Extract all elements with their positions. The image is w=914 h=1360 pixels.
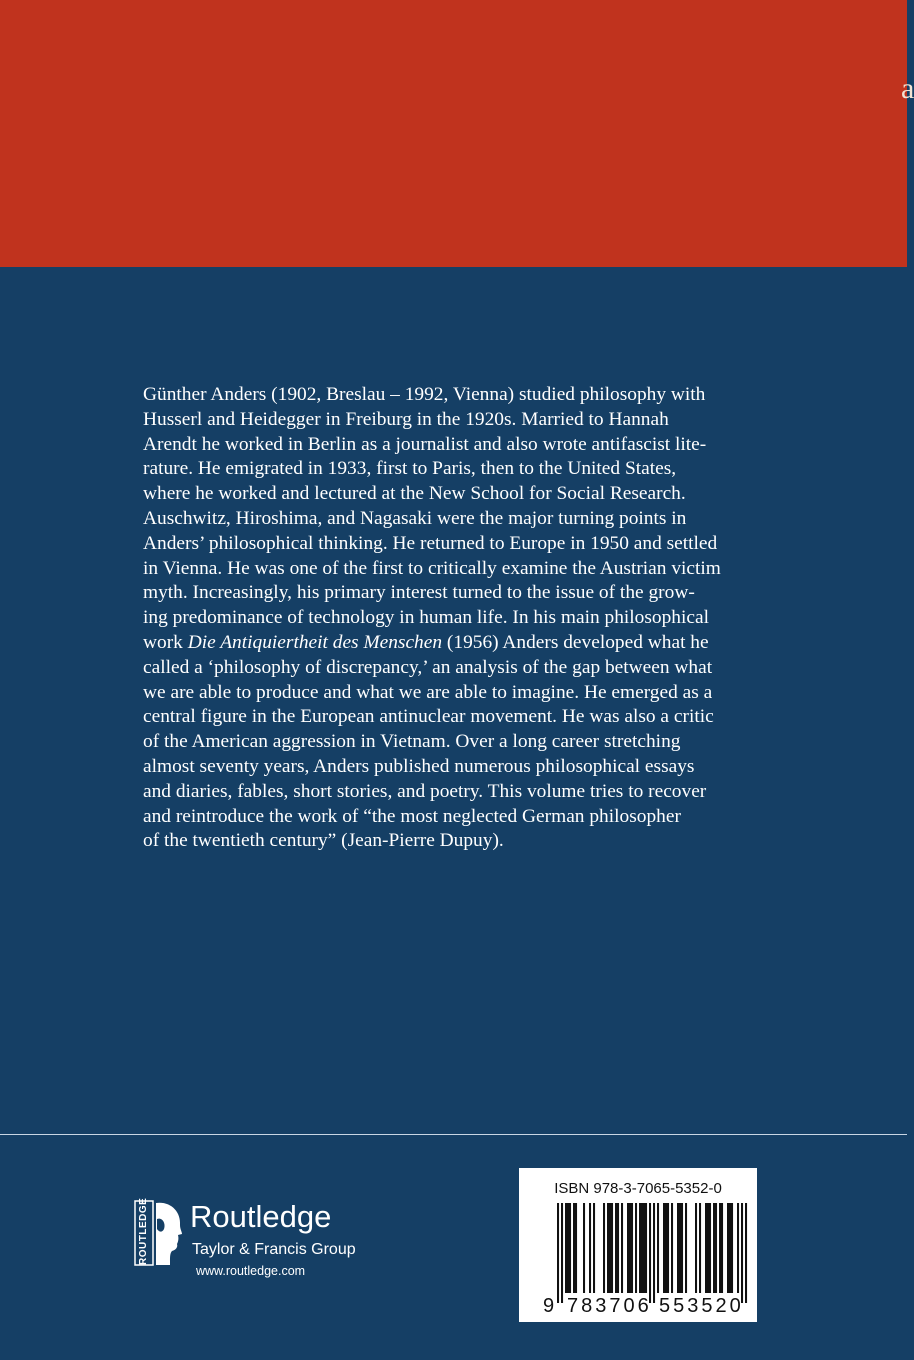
barcode-bar — [575, 1203, 577, 1293]
blurb-line: myth. Increasingly, his primary interest turned to the issue of the grow- — [143, 582, 695, 604]
barcode-bar — [727, 1203, 729, 1293]
barcode-bar — [699, 1203, 701, 1293]
blurb-line: where he worked and lectured at the New School for Social Research. — [143, 483, 686, 505]
barcode-digit-lead: 9 — [543, 1295, 555, 1317]
barcode-bar — [641, 1203, 643, 1293]
barcode-bar — [731, 1203, 733, 1293]
barcode-bar — [607, 1203, 609, 1293]
barcode-bar — [631, 1203, 633, 1293]
barcode-bar — [681, 1203, 683, 1293]
barcode-bar — [583, 1203, 585, 1293]
ean13-barcode-icon — [557, 1203, 747, 1303]
routledge-vertical-wordmark: ROUTLEDGE — [138, 1197, 149, 1265]
barcode-guard-bar — [741, 1203, 743, 1303]
barcode-digits — [519, 1294, 757, 1318]
blurb-line: and reintroduce the work of “the most neglected German philosopher — [143, 805, 681, 827]
publisher-group: Taylor & Francis Group — [192, 1241, 356, 1258]
barcode-bar — [685, 1203, 687, 1293]
blurb-line: Anders’ philosophical thinking. He returned to Europe in 1950 and settled — [143, 532, 718, 554]
barcode-bar — [627, 1203, 629, 1293]
edge-mark: a — [901, 72, 914, 105]
barcode-box — [519, 1168, 757, 1322]
barcode-digits-right: 553520 — [659, 1295, 744, 1317]
barcode-bar — [639, 1203, 641, 1293]
routledge-logo — [134, 1199, 394, 1285]
barcode-bar — [707, 1203, 709, 1293]
barcode-bar — [611, 1203, 613, 1293]
blurb-line: Günther Anders (1902, Breslau – 1992, Vienna) studied philosophy with — [143, 384, 706, 405]
barcode-bar — [573, 1203, 575, 1293]
blurb-line: (1956) Anders developed what he — [442, 631, 709, 653]
barcode-bar — [663, 1203, 665, 1293]
divider-rule — [0, 1134, 907, 1135]
routledge-head-icon — [134, 1199, 184, 1267]
barcode-bar — [593, 1203, 595, 1293]
blurb-line: almost seventy years, Anders published numerous philosophical essays — [143, 755, 695, 777]
barcode-bar — [677, 1203, 679, 1293]
barcode-bar — [589, 1203, 591, 1293]
blurb-line: ing predominance of technology in human life. In his main philosophical — [143, 607, 709, 629]
barcode-bar — [567, 1203, 569, 1293]
barcode-guard-bar — [653, 1203, 655, 1303]
blurb-line: central figure in the European antinuclear movement. He was also a critic — [143, 706, 714, 728]
barcode-bar — [617, 1203, 619, 1293]
blurb-line: in Vienna. He was one of the first to critically examine the Austrian victim — [143, 557, 721, 579]
barcode-bar — [709, 1203, 711, 1293]
barcode-bar — [645, 1203, 647, 1293]
blurb-line: we are able to produce and what we are able to imagine. He emerged as a — [143, 681, 713, 703]
barcode-bar — [671, 1203, 673, 1293]
barcode-bar — [705, 1203, 707, 1293]
blurb-line: called a ‘philosophy of discrepancy,’ an analysis of the gap between what — [143, 656, 713, 678]
barcode-bar — [629, 1203, 631, 1293]
barcode-guard-bar — [649, 1203, 651, 1303]
barcode-bar — [569, 1203, 571, 1293]
barcode-bar — [721, 1203, 723, 1293]
blurb-line: of the twentieth century” (Jean-Pierre Dupuy). — [143, 830, 504, 852]
blurb-line: Auschwitz, Hiroshima, and Nagasaki were the major turning points in — [143, 507, 687, 529]
publisher-name: Routledge — [190, 1199, 332, 1234]
barcode-guard-bar — [561, 1203, 563, 1303]
barcode-bar — [729, 1203, 731, 1293]
barcode-bar — [679, 1203, 681, 1293]
barcode-digits-left: 783706 — [567, 1295, 652, 1317]
barcode-bar — [621, 1203, 623, 1293]
barcode-bar — [713, 1203, 715, 1293]
barcode-bar — [657, 1203, 659, 1293]
barcode-bar — [667, 1203, 669, 1293]
barcode-bar — [665, 1203, 667, 1293]
barcode-bar — [615, 1203, 617, 1293]
blurb-line: and diaries, fables, short stories, and poetry. This volume tries to recover — [143, 780, 707, 802]
book-title-italic: Die Antiquiertheit des Menschen — [187, 631, 443, 653]
barcode-bar — [603, 1203, 605, 1293]
blurb-line: rature. He emigrated in 1933, first to Paris, then to the United States, — [143, 458, 677, 480]
back-cover-blurb — [143, 383, 747, 854]
barcode-bar — [643, 1203, 645, 1293]
blurb-line: Arendt he worked in Berlin as a journalist and also wrote antifascist lite- — [143, 433, 707, 455]
barcode-bar — [635, 1203, 637, 1293]
cover-top-band — [0, 0, 914, 267]
barcode-bar — [695, 1203, 697, 1293]
barcode-bar — [737, 1203, 739, 1293]
isbn-label: ISBN 978-3-7065-5352-0 — [554, 1180, 722, 1197]
barcode-bar — [609, 1203, 611, 1293]
barcode-bar — [715, 1203, 717, 1293]
blurb-line: Husserl and Heidegger in Freiburg in the 1920s. Married to Hannah — [143, 408, 669, 430]
barcode-guard-bar — [557, 1203, 559, 1303]
publisher-url[interactable]: www.routledge.com — [196, 1264, 306, 1278]
barcode-bar — [565, 1203, 567, 1293]
blurb-line: of the American aggression in Vietnam. Over a long career stretching — [143, 731, 681, 753]
barcode-bar — [719, 1203, 721, 1293]
blurb-line: work — [143, 631, 188, 653]
barcode-guard-bar — [745, 1203, 747, 1303]
